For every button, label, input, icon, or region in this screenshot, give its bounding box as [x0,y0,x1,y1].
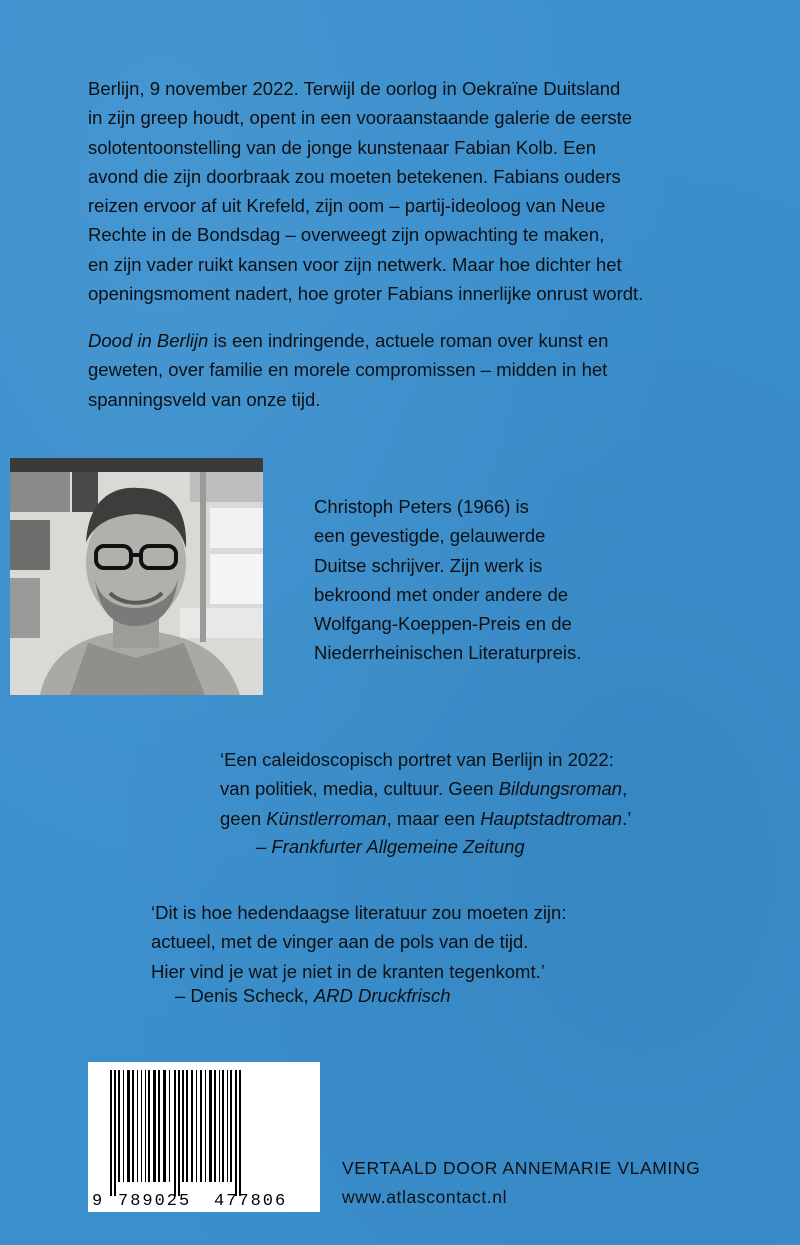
barcode-bar [114,1070,116,1196]
barcode-bar [227,1070,228,1182]
blurb-line: en zijn vader ruikt kansen voor zijn netwerk. Maar hoe dichter het [88,253,622,275]
quote-line: actueel, met de vinger aan de pols van de tijd. [151,931,529,953]
quote-line: ‘Dit is hoe hedendaagse literatuur zou moeten zijn: [151,902,567,923]
blurb-paragraph [88,74,728,308]
barcode-bar [235,1070,237,1196]
barcode-bar [186,1070,188,1182]
review-quote-ard [151,898,751,986]
summary-paragraph [88,326,728,414]
review-quote-faz [220,745,780,833]
barcode-bar [182,1070,184,1182]
barcode-bar [158,1070,160,1182]
barcode-group-2: 477806 [214,1192,288,1211]
barcode-bar [169,1070,170,1182]
bio-line: Niederrheinischen Literaturpreis. [314,642,582,664]
quote-line: van politiek, media, cultuur. Geen Bildungsroman, [220,778,628,800]
barcode-bar [191,1070,193,1182]
barcode-group-1: 789025 [118,1192,192,1211]
summary-line: spanningsveld van onze tijd. [88,388,321,410]
isbn-barcode [88,1062,320,1212]
blurb-line: openingsmoment nadert, hoe groter Fabians innerlijke onrust wordt. [88,283,644,305]
summary-line: geweten, over familie en morele compromissen – midden in het [88,359,608,381]
quote-line: ‘Een caleidoscopisch portret van Berlijn in 2022: [220,749,614,770]
book-title: Dood in Berlijn [88,330,209,351]
barcode-bar [200,1070,202,1182]
barcode-bar [239,1070,241,1196]
barcode-bar [153,1070,156,1182]
barcode-bar [230,1070,232,1182]
author-bio [314,492,674,668]
bio-line: bekroond met onder andere de [314,583,569,605]
bio-line: Duitse schrijver. Zijn werk is [314,554,543,576]
barcode-bar [123,1070,124,1182]
barcode-bar [127,1070,130,1182]
blurb-line: Rechte in de Bondsdag – overweegt zijn opwachting te maken, [88,224,605,246]
blurb-line: Berlijn, 9 november 2022. Terwijl de oorlog in Oekraïne Duitsland [88,78,621,99]
barcode-bar [118,1070,120,1182]
quote-line: Hier vind je wat je niet in de kranten tegenkomt.’ [151,960,545,982]
quote-source-ard: – Denis Scheck, ARD Druckfrisch [175,985,451,1006]
barcode-bar [205,1070,206,1182]
quote-line: geen Künstlerroman, maar een Hauptstadtroman.’ [220,807,632,829]
barcode-bar [145,1070,146,1182]
barcode-bar [132,1070,134,1182]
barcode-bar [148,1070,150,1182]
bio-line: Wolfgang-Koeppen-Preis en de [314,613,572,635]
barcode-bar [141,1070,142,1182]
barcode-bar [178,1070,180,1196]
blurb-line: in zijn greep houdt, opent in een vooraanstaande galerie de eerste [88,107,633,129]
blurb-line: solotentoonstelling van de jonge kunstenaar Fabian Kolb. Een [88,136,597,158]
translator-credit: VERTAALD DOOR ANNEMARIE VLAMING [342,1158,701,1178]
barcode-bar [163,1070,166,1182]
barcode-bar [174,1070,176,1196]
summary-text: is een indringende, actuele roman over kunst en [208,330,609,351]
bio-line: een gevestigde, gelauwerde [314,525,546,547]
barcode-first-digit: 9 [92,1192,103,1211]
barcode-bar [110,1070,112,1196]
barcode-bar [222,1070,224,1182]
summary-line [88,326,728,355]
author-photo [10,458,263,695]
quote-source-faz: – Frankfurter Allgemeine Zeitung [256,836,525,857]
barcode-bar [137,1070,138,1182]
barcode-bar [214,1070,216,1182]
barcode-bar [196,1070,197,1182]
barcode-bar [219,1070,220,1182]
barcode-bar [209,1070,212,1182]
publisher-website[interactable]: www.atlascontact.nl [342,1187,508,1207]
bio-line: Christoph Peters (1966) is [314,496,529,517]
blurb-line: reizen ervoor af uit Krefeld, zijn oom – partij-ideoloog van Neue [88,195,606,217]
blurb-line: avond die zijn doorbraak zou moeten betekenen. Fabians ouders [88,165,621,187]
